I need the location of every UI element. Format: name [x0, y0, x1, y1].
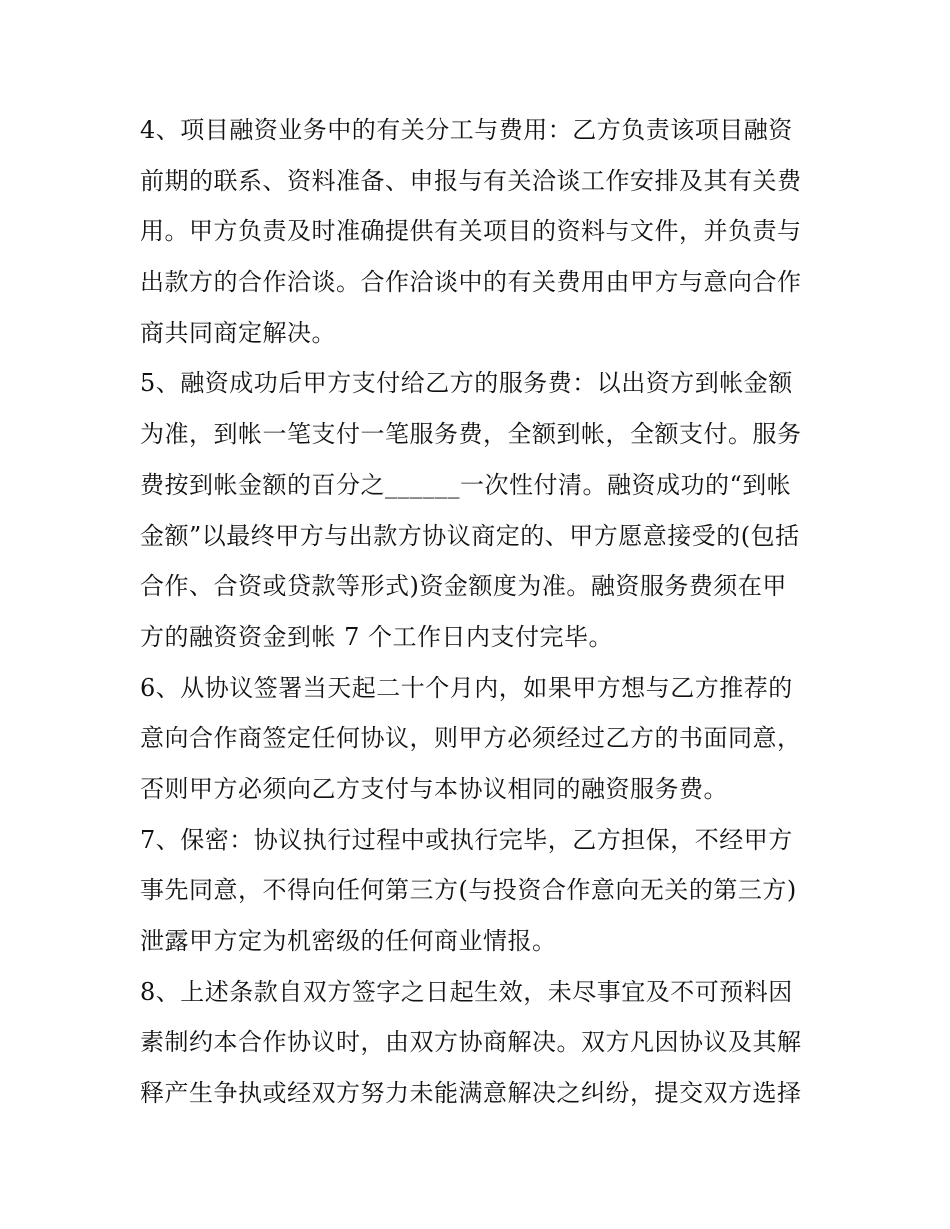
clause-6-line-1: 6、从协议签署当天起二十个月内，如果甲方想与乙方推荐的 [140, 673, 793, 702]
clause-5-line-6: 方的融资资金到帐 7 个工作日内支付完毕。 [140, 622, 614, 651]
clause-4-line-5: 商共同商定解决。 [140, 318, 336, 347]
clause-4-line-3: 用。甲方负责及时准确提供有关项目的资料与文件，并负责与 [140, 217, 802, 246]
clause-5-line-2: 为准，到帐一笔支付一笔服务费，全额到帐，全额支付。服务 [140, 420, 802, 449]
clause-7-line-3: 泄露甲方定为机密级的任何商业情报。 [140, 927, 557, 955]
clause-5-line-4: 金额”以最终甲方与出款方协议商定的、甲方愿意接受的(包括 [140, 521, 800, 550]
clause-7-line-1: 7、保密：协议执行过程中或执行完毕，乙方担保，不经甲方 [140, 825, 793, 854]
clause-6-line-2: 意向合作商签定任何协议，则甲方必须经过乙方的书面同意， [140, 724, 802, 753]
clause-8-line-3: 释产生争执或经双方努力未能满意解决之纠纷，提交双方选择 [140, 1079, 802, 1108]
clause-5-line-5: 合作、合资或贷款等形式)资金额度为准。融资服务费须在甲 [140, 572, 787, 601]
clause-4-line-2: 前期的联系、资料准备、申报与有关洽谈工作安排及其有关费 [140, 166, 802, 195]
clause-8-line-2: 素制约本合作协议时，由双方协商解决。双方凡因协议及其解 [140, 1028, 802, 1057]
clause-7-line-2: 事先同意，不得向任何第三方(与投资合作意向无关的第三方) [140, 876, 797, 905]
clause-8-line-1: 8、上述条款自双方签字之日起生效，未尽事宜及不可预料因 [140, 977, 793, 1006]
clause-4-line-1: 4、项目融资业务中的有关分工与费用：乙方负责该项目融资 [140, 116, 793, 144]
clause-5-line-1: 5、融资成功后甲方支付给乙方的服务费：以出资方到帐金额 [140, 369, 793, 398]
clause-4-line-4: 出款方的合作洽谈。合作洽谈中的有关费用由甲方与意向合作 [140, 268, 802, 297]
document-body [140, 105, 820, 1119]
clause-5-line-3: 费按到帐金额的百分之______一次性付清。融资成功的“到帐 [140, 470, 792, 499]
clause-6-line-3: 否则甲方必须向乙方支付与本协议相同的融资服务费。 [140, 774, 728, 803]
